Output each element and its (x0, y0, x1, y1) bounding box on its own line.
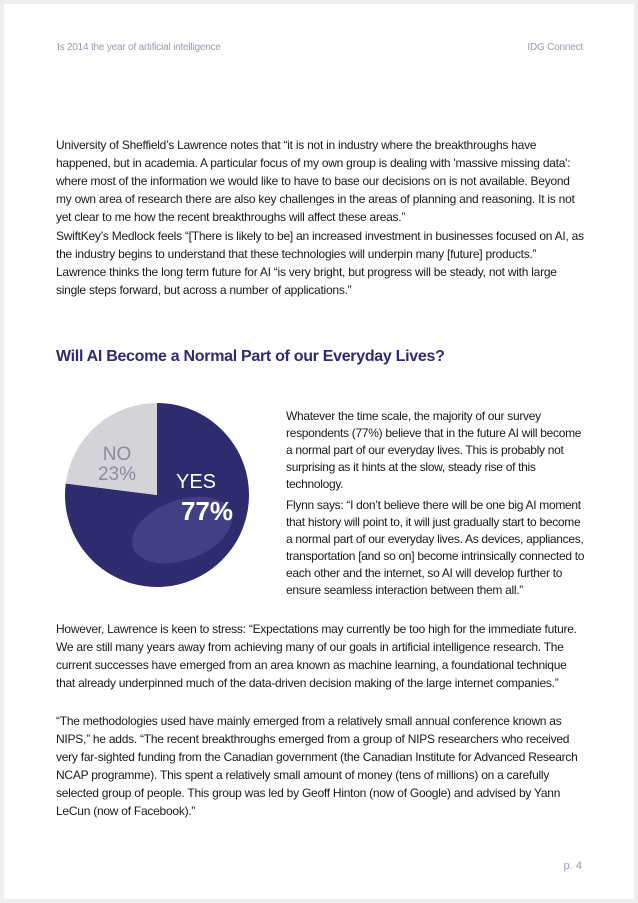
page (4, 4, 634, 899)
pie-chart-svg (64, 402, 250, 588)
running-header-publisher: IDG Connect (527, 42, 583, 53)
paragraph-nips: “The methodologies used have mainly emerged from a relatively small annual conference known as NIPS,” he adds. “The recent breakthroughs emerged from a group of NIPS researchers who received very far-sighted funding from the Canadian government (the Canadian Institute for Advanced Research NCAP programme). This spent a relatively small amount of money (tens of millions) on a carefully selected group of people. This group was led by Geoff Hinton (now of Google) and advised by Yann LeCun (now of Facebook).” (56, 714, 578, 818)
pie-value-yes: 77% (180, 496, 234, 526)
pie-label-no: NO (102, 444, 132, 465)
page-number: p. 4 (563, 860, 582, 872)
paragraph-sheffield: University of Sheffield’s Lawrence notes that “it is not in industry where the breakthroughs have happened, but in academia. A particular focus of my own group is dealing with 'massive missing data': where most of the information we would like to have to base our decisions on is not available. Beyond my own area of research there are also key challenges in the areas of planning and reasoning. It is not yet clear to me how the recent breakthroughs will affect these areas.” (56, 138, 575, 224)
pie-value-no: 23% (97, 464, 137, 485)
paragraph-swiftkey: SwiftKey’s Medlock feels “[There is likely to be] an increased investment in businesses focused on AI, as the industry begins to understand that these technologies will underpin many [future] products.” Lawrence thinks the long term future for AI “is very bright, but progress will be steady, not with large single steps forward, but across a number of applications.” (56, 229, 584, 297)
flynn-paragraph: Flynn says: “I don’t believe there will be one big AI moment that history will point to, it will just gradually start to become a normal part of our everyday lives. As devices, appliances, transportation [and so on] become intrinsically connected to each other and the internet, so AI will develop further to ensure seamless interaction between them all.” (286, 498, 585, 597)
paragraph-lawrence-expectations: However, Lawrence is keen to stress: “Expectations may currently be too high for the immediate future. We are still many years away from achieving many of our goals in artificial intelligence research. The current successes have emerged from an area known as machine learning, a foundational technique that already underpinned much of the data-driven decision making of the large internet companies.” (56, 622, 577, 690)
running-header-title: Is 2014 the year of artificial intelligence (57, 42, 221, 53)
section-heading: Will AI Become a Normal Part of our Everyday Lives? (56, 348, 445, 365)
pie-label-yes: YES (175, 471, 217, 493)
survey-paragraph: Whatever the time scale, the majority of our survey respondents (77%) believe that in the future AI will become a normal part of our everyday lives. This is probably not surprising as it hints at the slow, steady rise of this technology. (286, 409, 582, 491)
pie-chart (64, 402, 250, 588)
